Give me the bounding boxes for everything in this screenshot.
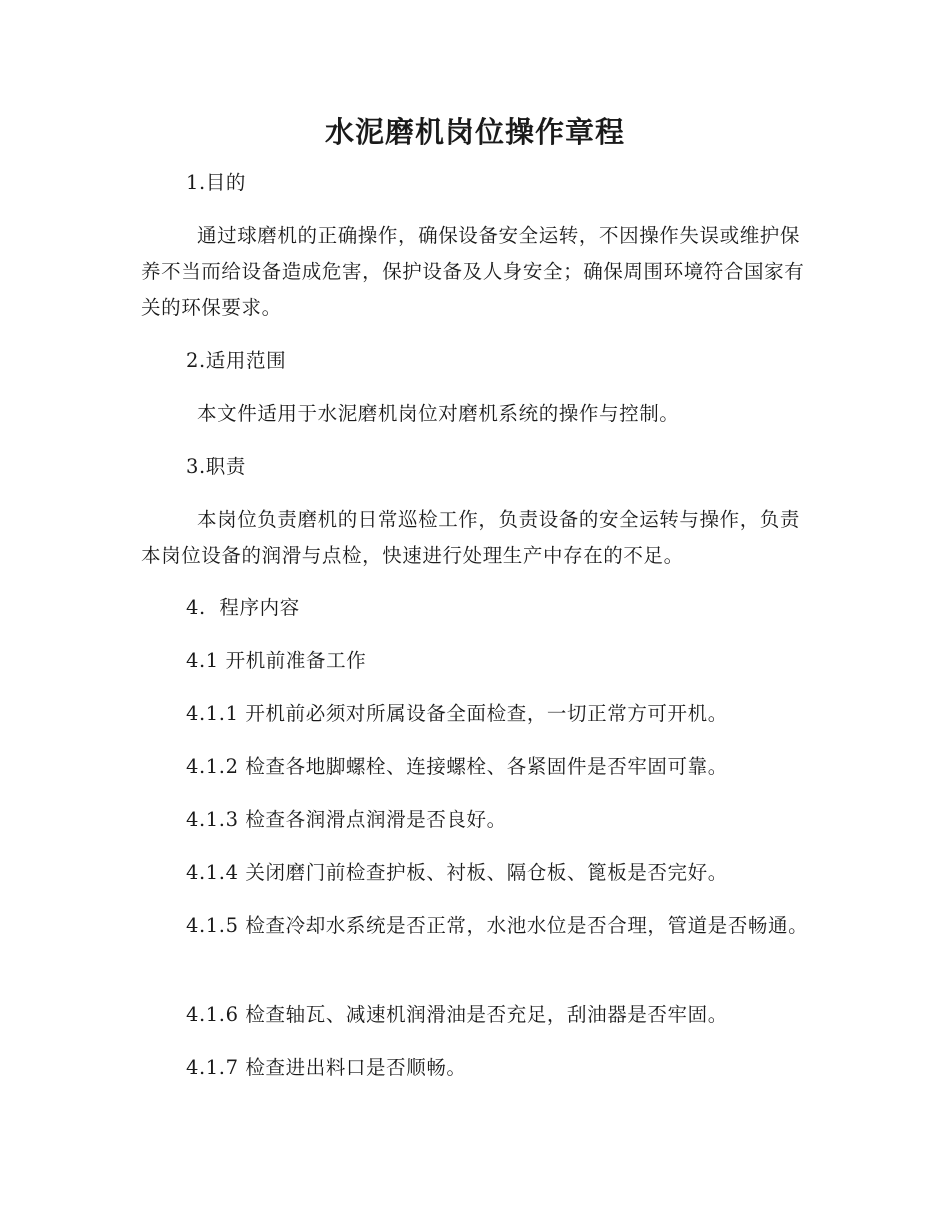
section-heading-purpose: 1.目的 [186, 171, 247, 194]
document-title: 水泥磨机岗位操作章程 [324, 115, 625, 149]
section-heading-scope: 2.适用范围 [186, 349, 287, 372]
list-item: 4.1.7 检查进出料口是否顺畅。 [186, 1056, 467, 1079]
list-item: 4.1.1 开机前必须对所属设备全面检查，一切正常方可开机。 [186, 702, 728, 725]
list-item: 4.1.6 检查轴瓦、减速机润滑油是否充足，刮油器是否牢固。 [186, 1003, 728, 1026]
paragraph-duty: 本岗位负责磨机的日常巡检工作，负责设备的安全运转与操作，负责本岗位设备的润滑与点检，快速进行处理生产中存在的不足。 [141, 508, 801, 567]
list-item: 4.1.3 检查各润滑点润滑是否良好。 [186, 808, 507, 831]
subsection-heading-preparation: 4.1 开机前准备工作 [186, 649, 367, 672]
section-heading-duty: 3.职责 [186, 455, 247, 478]
paragraph-purpose: 通过球磨机的正确操作，确保设备安全运转，不因操作失误或维护保养不当而给设备造成危害，保护设备及人身安全；确保周围环境符合国家有关的环保要求。 [141, 224, 805, 319]
section-heading-procedure: 4. 程序内容 [186, 596, 300, 619]
list-item: 4.1.5 检查冷却水系统是否正常，水池水位是否合理，管道是否畅通。 [186, 914, 809, 937]
list-item: 4.1.4 关闭磨门前检查护板、衬板、隔仓板、篦板是否完好。 [186, 861, 728, 884]
paragraph-scope: 本文件适用于水泥磨机岗位对磨机系统的操作与控制。 [197, 402, 680, 425]
list-item: 4.1.2 检查各地脚螺栓、连接螺栓、各紧固件是否牢固可靠。 [186, 755, 728, 778]
